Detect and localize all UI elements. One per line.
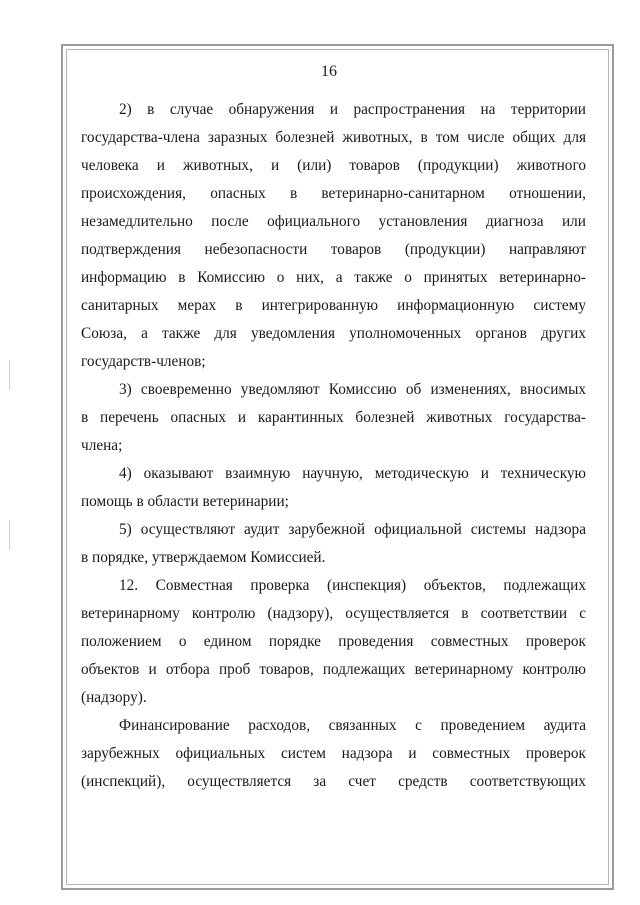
text-line: объектов и отбора проб товаров, подлежащих ветеринарному контролю [81,661,586,678]
paragraph-item-3 [81,376,586,460]
text-line: незамедлительно после официального установления диагноза или [81,213,586,230]
text-line: подтверждения небезопасности товаров (продукции) направляют [81,241,586,258]
paragraph-item-2 [81,96,586,376]
text-line: Финансирование расходов, связанных с проведением аудита [119,717,586,734]
text-line: информацию в Комиссию о них, а также о принятых ветеринарно- [81,269,586,286]
text-line: 4) оказывают взаимную научную, методическую и техническую [119,465,586,482]
text-line: 2) в случае обнаружения и распространения на территории [119,101,586,118]
text-line: 3) своевременно уведомляют Комиссию об изменениях, вносимых [119,381,586,398]
text-line: положением о едином порядке проведения совместных проверок [81,633,586,650]
text-line: Союза, а также для уведомления уполномоченных органов других [81,325,586,342]
text-line: санитарных мерах в интегрированную информационную систему [81,297,586,314]
text-line: 5) осуществляют аудит зарубежной официальной системы надзора [119,521,586,538]
document-body [81,96,586,796]
text-line: ветеринарному контролю (надзору), осуществляется в соответствии с [81,605,586,622]
text-line: человека и животных, и (или) товаров (продукции) животного [81,157,586,174]
scan-edge-mark-top [9,360,10,390]
text-line: происхождения, опасных в ветеринарно-санитарном отношении, [81,185,586,202]
paragraph-section-12 [81,572,586,712]
paragraph-financing [81,712,586,796]
paragraph-item-5 [81,516,586,572]
text-line: (надзору). [81,689,147,706]
text-line: государства-члена заразных болезней животных, в том числе общих для [81,129,586,146]
paragraph-item-4 [81,460,586,516]
text-line: члена; [81,437,123,454]
page-number: 16 [321,63,337,80]
scan-edge-mark-bottom [9,520,10,550]
text-line: помощь в области ветеринарии; [81,493,289,510]
text-line: зарубежных официальных систем надзора и совместных проверок [81,745,586,762]
text-line: (инспекций), осуществляется за счет средств соответствующих [81,773,586,790]
text-line: 12. Совместная проверка (инспекция) объектов, подлежащих [119,577,586,594]
text-line: в порядке, утверждаемом Комиссией. [81,549,326,566]
text-line: в перечень опасных и карантинных болезней животных государства- [81,409,586,426]
text-line: государств-членов; [81,353,206,370]
